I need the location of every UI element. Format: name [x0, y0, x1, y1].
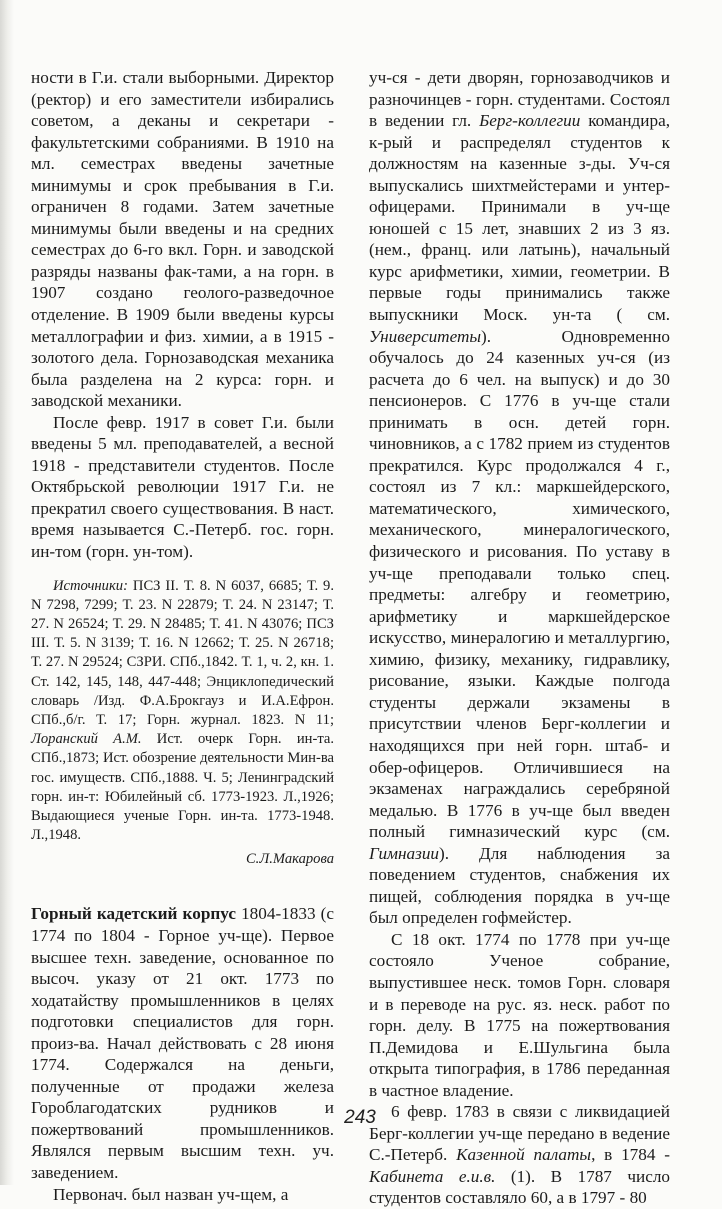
- cross-reference-link[interactable]: Гимназии: [369, 843, 440, 863]
- paragraph: После февр. 1917 в совет Г.и. были введены 5 мл. преподавателей, а весной 1918 - представители студентов. После Октябрьской революции 1917 Г.и. не прекратил своего существования. В наст. время называется С.-Петерб. гос. горн. ин-том (горн. ун-том).: [31, 412, 334, 562]
- paragraph: [369, 1101, 670, 1209]
- paragraph-text: , в 1784 -: [591, 1145, 671, 1165]
- article-divider-space: [31, 869, 334, 903]
- sources-text: Ист. очерк Горн. ин-та. СПб.,1873; Ист. обозрение деятельности Мин-ва гос. имуществ. СПб.,1888. Ч. 5; Ленинградский горн. ин-т: Юбилейный сб. 1773-1923. Л.,1926; Выдающиеся ученые Горн. ин-та. 1773-1948. Л.,1948.: [31, 731, 335, 844]
- paragraph: С 18 окт. 1774 по 1778 при уч-ще состояло Ученое собрание, выпустившее неск. томов Горн. словаря и в переводе на рус. яз. неск. работ по горн. делу. В 1775 на пожертвования П.Демидова и Е.Шульгина была открыта типография, в 1786 переданная в частное владение.: [369, 929, 670, 1100]
- paragraph-text: командира, к-рый и распределял студентов к должностям на казенные з-ды. Уч-ся выпускались шихтмейстерами и унтер-офицерами. Принимали в уч-ще юношей с 15 лет, знавших 2 из 3 яз. (нем., франц. или латынь), начальный курс арифметики, химии, геометрии. В первые годы принимались также выпускники Моск. ун-та ( см.: [369, 111, 670, 325]
- page-number: 243: [344, 1107, 376, 1128]
- paragraph-text: 6 февр. 1783 в связи с ликвидацией Берг-коллегии уч-ще передано в ведение С.-Петерб.: [369, 1102, 670, 1165]
- left-column: [31, 67, 334, 1205]
- paragraph-text: ). Для наблюдения за поведением студентов, снабжения их пищей, соблюдения порядка в уч-ще был определен гофмейстер.: [369, 843, 670, 928]
- right-column: [369, 67, 670, 1209]
- paragraph-text: уч-ся - дети дворян, горнозаводчиков и разночинцев - горн. студентами. Состоял в ведении гл.: [369, 68, 670, 131]
- cross-reference-link[interactable]: Университеты: [369, 326, 482, 346]
- sources-label: Источники:: [53, 577, 128, 594]
- paragraph-text: ). Одновременно обучалось до 24 казенных уч-ся (из расчета до 6 чел. на выпуск) и до 30 пенсионеров. С 1776 в уч-ще стали принимать в осн. детей горн. чиновников, а с 1782 прием из студентов прекратился. Курс продолжался 4 г., состоял из 7 кл.: маркшейдерского, математического, химического, механического, минералогического, физического и рисования. По уставу в уч-ще преподавали только спец. предметы: алгебру и геометрию, арифметику и маркшейдерское искусство, минералогию и металлургию, химию, физику, механику, гидравлику, рисование, языки. Каждые полгода студенты держали экзамены в присутствии членов Берг-коллегии и находящихся при ней горн. штаб- и обер-офицеров. Отличившиеся на экзаменах награждались серебряной медалью. В 1776 в уч-ще был введен полный гимназический курс (см.: [369, 326, 670, 842]
- cross-reference-link[interactable]: Казенной палаты: [456, 1145, 592, 1165]
- article-entry: [31, 903, 334, 1183]
- paragraph: Первонач. был назван уч-щем, а: [53, 1184, 289, 1204]
- paragraph: ности в Г.и. стали выборными. Директор (ректор) и его заместители избирались советом, а деканы и секретари - факультетскими собраниями. В 1910 на мл. семестрах введены зачетные минимумы и срок пребывания в Г.и. ограничен 8 годами. Затем зачетные минимумы были введены и на средних семестрах до 6-го вкл. Горн. и заводской разряды названы фак-тами, а на горн. в 1907 создано геолого-разведочное отделение. В 1909 были введены курсы металлографии и физ. химии, а в 1915 - золотого дела. Горнозаводская механика была разделена на 2 курса: горн. и заводской механики.: [31, 68, 334, 411]
- cross-reference-author: Лоранский А.М.: [31, 731, 142, 748]
- cross-reference-link[interactable]: Берг-коллегии: [479, 111, 581, 131]
- cross-reference-link[interactable]: Кабинета е.и.в.: [369, 1166, 496, 1186]
- article-author: С.Л.Макарова: [245, 851, 334, 868]
- article-headword: Горный кадетский корпус: [31, 904, 236, 924]
- sources-list: [31, 577, 334, 846]
- sources-text: ПСЗ II. Т. 8. N 6037, 6685; Т. 9. N 7298, 7299; Т. 23. N 22879; Т. 24. N 23147; Т. 27. N 26524; Т. 29. N 28485; Т. 41. N 43076; ПСЗ III. Т. 5. N 3139; Т. 16. N 12662; Т. 25. N 26718; Т. 27. N 29524; СЗРИ. СПб.,1842. Т. 1, ч. 2, кн. 1. Ст. 142, 145, 148, 447-448; Энциклопедический словарь /Изд. Ф.А.Брокгауз и И.А.Ефрон. СПб.,б/г. Т. 17; Горн. журнал. 1823. N 11;: [31, 577, 334, 728]
- scan-edge-shadow: [0, 0, 14, 1185]
- paragraph-text: (1). В 1787 число студентов составляло 60, а в 1797 - 80: [369, 1166, 670, 1208]
- paragraph-text: 1804-1833 (с 1774 по 1804 - Горное уч-ще). Первое высшее техн. заведение, основанное по высоч. указу от 21 окт. 1773 по ходатайству промышленников в целях подготовки специалистов для горн. произ-ва. Начал действовать с 28 июня 1774. Содержался на деньги, полученные от продажи железа Гороблагодатских рудников и пожертвований промышленников. Являлся первым высшим техн. уч. заведением.: [31, 904, 335, 1182]
- paragraph: [369, 67, 670, 929]
